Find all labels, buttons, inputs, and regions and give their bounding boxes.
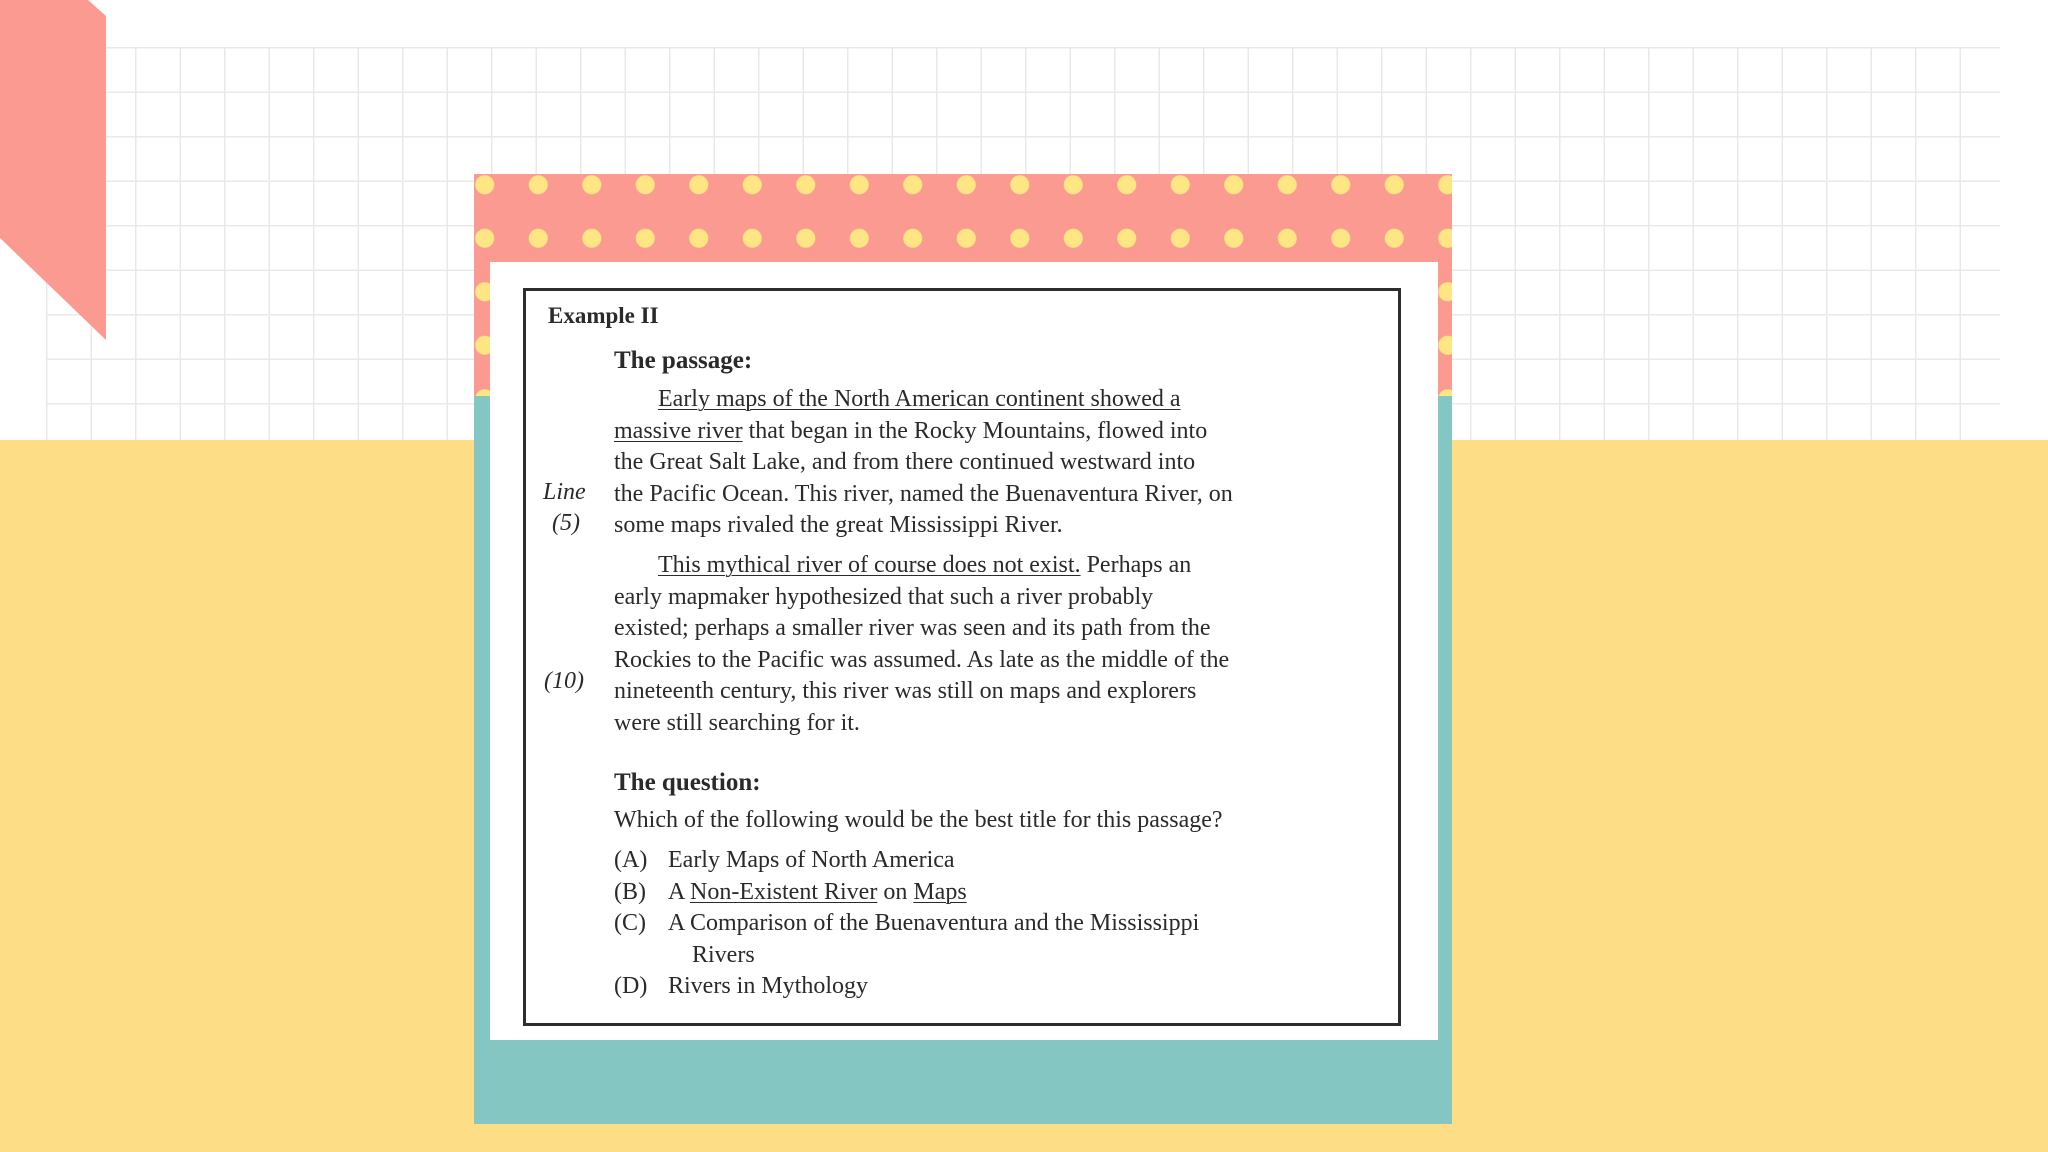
passage-paragraph-1 [614,384,1384,542]
passage-line: Rockies to the Pacific was assumed. As late as the middle of the [614,646,1230,673]
underlined-text: Non-Existent River [690,878,878,905]
example-title: Example II [548,303,659,328]
option-text: A Comparison of the Buenaventura and the Mississippi [668,910,1200,936]
question-text: Which of the following would be the best title for this passage? [614,807,1223,833]
option-a [614,845,1199,877]
underlined-text: Maps [913,878,967,905]
line-number-5: (5) [552,510,580,536]
passage-line: were still searching for it. [614,709,860,736]
option-label: (C) [614,910,646,936]
option-c-continuation: Rivers [692,941,755,968]
option-text: Rivers in Mythology [668,973,869,999]
answer-options [614,845,1199,1003]
option-text: on [877,878,914,905]
corner-ribbon [0,0,106,340]
line-number-10: (10) [544,668,584,694]
passage-line [614,416,1384,448]
passage-heading: The passage: [614,347,753,374]
passage-line: the Pacific Ocean. This river, named the Buenaventura River, on [614,480,1233,507]
passage-line: the Great Salt Lake, and from there continued westward into [614,449,1196,475]
example-box [523,288,1401,1026]
passage-line: early mapmaker hypothesized that such a river probably [614,583,1154,610]
passage-text: Perhaps an [1080,552,1192,578]
option-d [614,971,1199,1003]
passage-line: some maps rivaled the great Mississippi River. [614,512,1063,538]
option-text: A [668,878,691,905]
passage-line [614,384,1384,416]
option-text: Early Maps of North America [668,847,955,873]
passage-text: that began in the Rocky Mountains, flowed into [742,417,1208,444]
question-heading: The question: [614,769,761,796]
underlined-text: This mythical river of course does not exist. [658,552,1081,578]
option-label: (B) [614,878,646,905]
option-label: (A) [614,847,648,873]
option-label: (D) [614,973,648,999]
underlined-text: Early maps of the North American continent showed a [658,386,1181,412]
passage-line: existed; perhaps a smaller river was seen and its path from the [614,615,1211,641]
passage-line: nineteenth century, this river was still on maps and explorers [614,678,1197,704]
line-label: Line [543,479,586,505]
option-c [614,908,1199,940]
passage-paragraph-2 [614,550,1384,739]
underlined-text: massive river [614,417,743,444]
option-b [614,877,1199,909]
passage-line [614,550,1384,582]
